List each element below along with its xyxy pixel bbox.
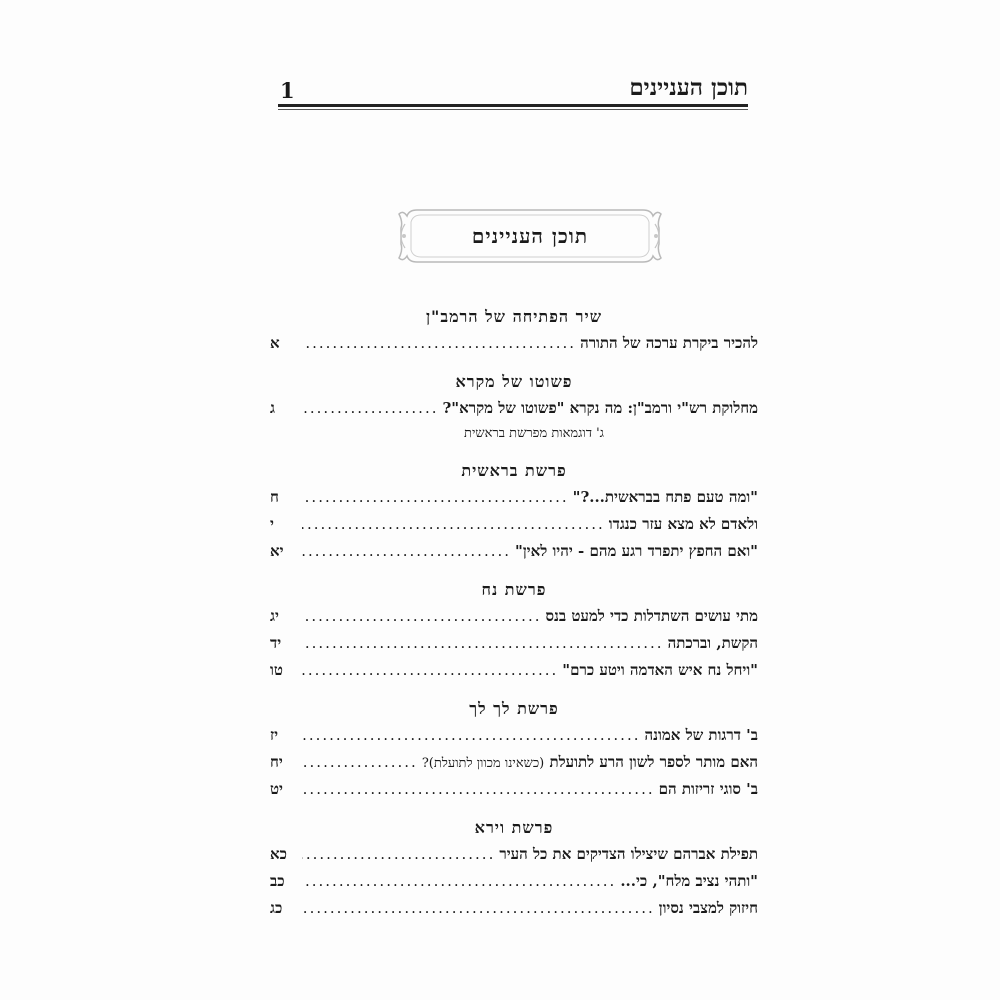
entry-page: יא bbox=[270, 542, 284, 560]
toc-entry bbox=[270, 868, 758, 895]
entry-page: כא bbox=[270, 845, 287, 863]
entry-page: יט bbox=[270, 780, 283, 798]
entry-title: להכיר ביקרת ערכה של התורה bbox=[580, 334, 758, 352]
entry-page: כב bbox=[270, 872, 285, 890]
dot-leader bbox=[302, 895, 655, 922]
dot-leader bbox=[302, 484, 569, 511]
section-heading: פרשת וירא bbox=[474, 818, 554, 837]
entry-page: י bbox=[270, 515, 274, 533]
entry-page: טו bbox=[270, 661, 283, 679]
dot-leader bbox=[302, 868, 616, 895]
section-note: ג' דוגמאות מפרשת בראשית bbox=[464, 426, 604, 441]
section-heading: פשוטו של מקרא bbox=[455, 372, 573, 391]
toc-entry bbox=[270, 538, 758, 565]
toc-entry bbox=[270, 511, 758, 538]
entry-page: יז bbox=[270, 726, 279, 744]
entry-title: חיזוק למצבי נסיון bbox=[658, 899, 758, 917]
entry-page: יח bbox=[270, 753, 283, 771]
dot-leader bbox=[302, 630, 664, 657]
entry-subtitle: (כשאינו מכוון לתועלת)? bbox=[421, 756, 545, 771]
entry-title-group bbox=[422, 749, 758, 777]
running-header-title: תוכן העניינים bbox=[629, 74, 748, 101]
toc-entry bbox=[270, 841, 758, 868]
running-header bbox=[278, 74, 748, 104]
entry-page: א bbox=[270, 334, 280, 352]
entry-title: מחלוקת רש"י ורמב"ן: מה נקרא "פשוטו של מקרא"? bbox=[442, 399, 758, 417]
table-of-contents bbox=[270, 294, 758, 934]
entry-title: ב' דרגות של אמונה bbox=[644, 726, 758, 744]
toc-section bbox=[270, 815, 758, 922]
toc-entry bbox=[270, 776, 758, 803]
dot-leader bbox=[302, 511, 605, 538]
toc-entry bbox=[270, 630, 758, 657]
toc-section bbox=[270, 696, 758, 803]
toc-entry bbox=[270, 895, 758, 922]
entry-title: ולאדם לא מצא עזר כנגדו bbox=[608, 515, 758, 533]
section-heading: פרשת נח bbox=[481, 580, 547, 599]
dot-leader bbox=[302, 841, 495, 868]
dot-leader bbox=[302, 722, 640, 749]
entry-title: האם מותר לספר לשון הרע לתועלת bbox=[549, 753, 758, 771]
header-rule-thin bbox=[278, 109, 748, 110]
dot-leader bbox=[302, 657, 558, 684]
entry-page: ג bbox=[270, 399, 275, 417]
entry-title: "ויחל נח איש האדמה ויטע כרם" bbox=[562, 661, 758, 679]
dot-leader bbox=[302, 776, 655, 803]
decorative-title-frame bbox=[395, 204, 665, 268]
dot-leader bbox=[302, 749, 418, 776]
toc-entry bbox=[270, 330, 758, 357]
toc-entry bbox=[270, 657, 758, 684]
entry-title: תפילת אברהם שיצילו הצדיקים את כל העיר bbox=[499, 845, 758, 863]
page-number: 1 bbox=[280, 78, 295, 103]
toc-entry bbox=[270, 484, 758, 511]
entry-title: "ואם החפץ יתפרד רגע מהם - יהיו לאין" bbox=[515, 542, 758, 560]
dot-leader bbox=[302, 395, 438, 422]
entry-title: "ותהי נציב מלח", כי... bbox=[620, 872, 758, 890]
section-heading: פרשת לך לך bbox=[469, 699, 559, 718]
toc-entry bbox=[270, 603, 758, 630]
entry-page: יד bbox=[270, 634, 282, 652]
entry-title: ב' סוגי זריזות הם bbox=[658, 780, 758, 798]
toc-section bbox=[270, 304, 758, 357]
toc-section bbox=[270, 369, 758, 446]
entry-title: "ומה טעם פתח בבראשית...?" bbox=[572, 488, 758, 506]
section-heading: שיר הפתיחה של הרמב"ן bbox=[425, 307, 603, 326]
toc-entry bbox=[270, 395, 758, 422]
entry-page: כג bbox=[270, 899, 283, 917]
toc-section bbox=[270, 458, 758, 565]
entry-title: מתי עושים השתדלות כדי למעט בנס bbox=[545, 607, 758, 625]
toc-entry bbox=[270, 722, 758, 749]
dot-leader bbox=[302, 603, 541, 630]
entry-page: ח bbox=[270, 488, 279, 506]
entry-title: הקשת, וברכתה bbox=[667, 634, 758, 652]
toc-section bbox=[270, 577, 758, 684]
toc-title: תוכן העניינים bbox=[471, 224, 589, 248]
toc-entry bbox=[270, 749, 758, 776]
section-heading: פרשת בראשית bbox=[461, 461, 567, 480]
dot-leader bbox=[302, 538, 511, 565]
dot-leader bbox=[302, 330, 576, 357]
header-rule-thick bbox=[278, 104, 748, 107]
entry-page: יג bbox=[270, 607, 279, 625]
